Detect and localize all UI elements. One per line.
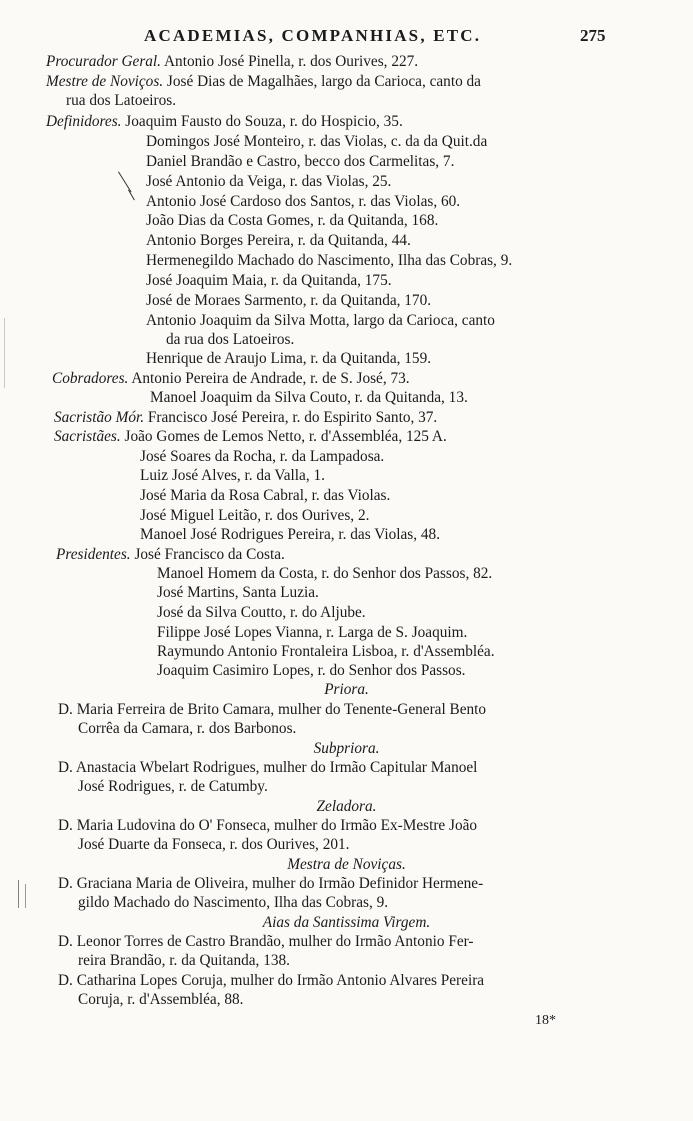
text-line: D. Catharina Lopes Coruja, mulher do Irmão Antonio Alvares Pereira <box>58 972 485 989</box>
entry-label: Definidores. <box>46 113 122 130</box>
text-line: Hermenegildo Machado do Nascimento, Ilha das Cobras, 9. <box>146 252 513 269</box>
text-line: Antonio Borges Pereira, r. da Quitanda, 44. <box>146 232 411 249</box>
text-line: gildo Machado do Nascimento, Ilha das Cobras, 9. <box>78 894 389 911</box>
text-line: D. Graciana Maria de Oliveira, mulher do Irmão Definidor Hermene- <box>58 875 484 892</box>
text-line: José Duarte da Fonseca, r. dos Ourives, 201. <box>78 836 350 853</box>
text-line: Daniel Brandão e Castro, becco dos Carmelitas, 7. <box>146 153 455 170</box>
text-line: Luiz José Alves, r. da Valla, 1. <box>140 467 325 484</box>
margin-mark <box>25 884 26 908</box>
text-line: Mestre de Noviços. José Dias de Magalhães, largo da Carioca, canto da <box>46 73 481 90</box>
text-line: José Rodrigues, r. de Catumby. <box>78 778 268 795</box>
text-line: Antonio José Cardoso dos Santos, r. das Violas, 60. <box>146 193 461 210</box>
text-line: Cobradores. Antonio Pereira de Andrade, r. de S. José, 73. <box>52 370 410 387</box>
text-line: José da Silva Coutto, r. do Aljube. <box>157 604 366 621</box>
entry-label: Sacristães. <box>54 428 121 445</box>
text-line: Sacristão Mór. Francisco José Pereira, r. do Espirito Santo, 37. <box>54 409 438 426</box>
text-line: Presidentes. José Francisco da Costa. <box>56 546 285 563</box>
text-line: João Dias da Costa Gomes, r. da Quitanda, 168. <box>146 212 439 229</box>
text-line: José Joaquim Maia, r. da Quitanda, 175. <box>146 272 392 289</box>
text-line: Filippe José Lopes Vianna, r. Larga de S. Joaquim. <box>157 624 468 641</box>
text-line: Sacristães. João Gomes de Lemos Netto, r. d'Assembléa, 125 A. <box>54 428 447 445</box>
section-heading: Priora. <box>324 681 369 698</box>
text-line: José Miguel Leitão, r. dos Ourives, 2. <box>140 507 370 524</box>
entry-label: Procurador Geral. <box>46 53 162 70</box>
text-line: da rua dos Latoeiros. <box>166 331 295 348</box>
text-line: Joaquim Casimiro Lopes, r. do Senhor dos Passos. <box>157 662 466 679</box>
text-line: Procurador Geral. Antonio José Pinella, r. dos Ourives, 227. <box>46 53 419 70</box>
text-line: Raymundo Antonio Frontaleira Lisboa, r. d'Assembléa. <box>157 643 495 660</box>
section-heading: Aias da Santissima Virgem. <box>262 914 431 931</box>
text-line: rua dos Latoeiros. <box>66 92 177 109</box>
text-line: D. Maria Ludovina do O' Fonseca, mulher do Irmão Ex-Mestre João <box>58 817 478 834</box>
text-line: Manoel José Rodrigues Pereira, r. das Violas, 48. <box>140 526 441 543</box>
text-line: Corrêa da Camara, r. dos Barbonos. <box>78 720 297 737</box>
section-heading: Zeladora. <box>316 798 377 815</box>
text-line: Definidores. Joaquim Fausto do Souza, r. do Hospicio, 35. <box>46 113 403 130</box>
signature-mark: 18* <box>535 1013 556 1028</box>
section-heading: Mestra de Noviças. <box>287 856 406 873</box>
text-line: José de Moraes Sarmento, r. da Quitanda, 170. <box>146 292 432 309</box>
margin-mark <box>4 318 5 388</box>
text-line: D. Maria Ferreira de Brito Camara, mulher do Tenente-General Bento <box>58 701 487 718</box>
text-line: reira Brandão, r. da Quitanda, 138. <box>78 952 290 969</box>
text-line: José Maria da Rosa Cabral, r. das Violas. <box>140 487 391 504</box>
text-line: Manoel Joaquim da Silva Couto, r. da Quitanda, 13. <box>150 389 468 406</box>
text-line: Manoel Homem da Costa, r. do Senhor dos Passos, 82. <box>157 565 493 582</box>
entry-label: Presidentes. <box>56 546 131 563</box>
running-header <box>0 26 693 52</box>
page-number: 275 <box>580 26 606 45</box>
entry-label: Sacristão Mór. <box>54 409 145 426</box>
text-line: José Martins, Santa Luzia. <box>157 584 319 601</box>
entry-label: Mestre de Noviços. <box>46 73 164 90</box>
text-line: José Antonio da Veiga, r. das Violas, 25. <box>146 173 392 190</box>
entry-label: Cobradores. <box>52 370 129 387</box>
text-line: Coruja, r. d'Assembléa, 88. <box>78 991 244 1008</box>
text-line: D. Anastacia Wbelart Rodrigues, mulher do Irmão Capitular Manoel <box>58 759 478 776</box>
text-line: José Soares da Rocha, r. da Lampadosa. <box>140 448 385 465</box>
text-line: Domingos José Monteiro, r. das Violas, c. da da Quit.da <box>146 133 488 150</box>
margin-mark <box>18 880 19 908</box>
pencil-mark <box>118 171 132 192</box>
text-line: Antonio Joaquim da Silva Motta, largo da Carioca, canto <box>146 312 495 329</box>
header-title: ACADEMIAS, COMPANHIAS, ETC. <box>144 26 482 45</box>
text-line: D. Leonor Torres de Castro Brandão, mulher do Irmão Antonio Fer- <box>58 933 474 950</box>
text-line: Henrique de Araujo Lima, r. da Quitanda, 159. <box>146 350 432 367</box>
section-heading: Subpriora. <box>313 740 380 757</box>
